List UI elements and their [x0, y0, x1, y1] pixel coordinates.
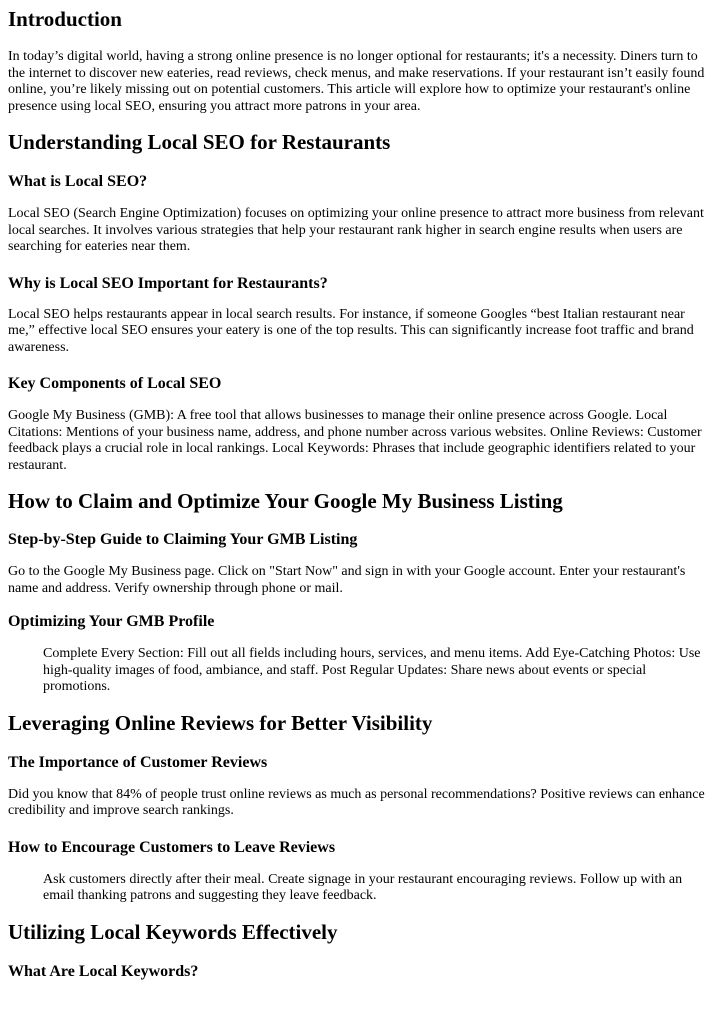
paragraph-claim-gmb: Go to the Google My Business page. Click on "Start Now" and sign in with your Google account. Enter your restaurant's name and address. Verify ownership through phone or mail. [8, 564, 686, 596]
section-heading-local-seo: Understanding Local SEO for Restaurants [8, 130, 391, 154]
subheading-optimize-gmb: Optimizing Your GMB Profile [8, 613, 215, 630]
paragraph-what-is-local-seo: Local SEO (Search Engine Optimization) focuses on optimizing your online presence to attract more business from relevant local searches. It involves various strategies that help your restaurant rank higher in search engine results when users are searching for eateries near them. [8, 206, 704, 254]
subheading-encourage-reviews: How to Encourage Customers to Leave Reviews [8, 838, 336, 856]
paragraph-importance-reviews: Did you know that 84% of people trust online reviews as much as personal recommendations? Positive reviews can enhance credibility and improve search rankings. [8, 786, 705, 818]
subheading-claim-gmb: Step-by-Step Guide to Claiming Your GMB Listing [8, 531, 358, 548]
subheading-why-local-seo: Why is Local SEO Important for Restaurants? [8, 274, 328, 292]
subheading-what-is-local-seo: What is Local SEO? [8, 173, 148, 190]
section-heading-gmb: How to Claim and Optimize Your Google My Business Listing [8, 489, 563, 513]
subheading-what-are-local-keywords: What Are Local Keywords? [8, 962, 199, 980]
subheading-key-components: Key Components of Local SEO [8, 375, 222, 392]
intro-heading: Introduction [8, 7, 122, 31]
paragraph-key-components: Google My Business (GMB): A free tool that allows businesses to manage their online presence across Google. Local Citations: Mentions of your business name, address, and phone number across various websites. Online Reviews: Customer feedback plays a crucial role in local rankings. Local Keywords: Phrases that include geographic identifiers related to your restaurant. [8, 408, 702, 473]
paragraph-optimize-gmb: Complete Every Section: Fill out all fields including hours, services, and menu items. Add Eye-Catching Photos: Use high-quality images of food, ambiance, and staff. Post Regular Updates: Share news about events or special promotions. [43, 646, 701, 694]
section-heading-local-keywords: Utilizing Local Keywords Effectively [8, 919, 338, 944]
subheading-importance-reviews: The Importance of Customer Reviews [8, 753, 268, 771]
section-heading-reviews: Leveraging Online Reviews for Better Visibility [8, 710, 433, 735]
intro-paragraph: In today’s digital world, having a strong online presence is no longer optional for restaurants; it's a necessity. Diners turn to the internet to discover new eateries, read reviews, check menus, and make reservations. If your restaurant isn’t easily found online, you’re likely missing out on potential customers. This article will explore how to optimize your restaurant's online presence using local SEO, ensuring you attract more patrons in your area. [8, 49, 705, 114]
paragraph-encourage-reviews: Ask customers directly after their meal. Create signage in your restaurant encouraging reviews. Follow up with an email thanking patrons and suggesting they leave feedback. [43, 871, 683, 903]
paragraph-why-local-seo: Local SEO helps restaurants appear in local search results. For instance, if someone Googles “best Italian restaurant near me,” effective local SEO ensures your eatery is one of the top results. This can significantly increase foot traffic and brand awareness. [8, 306, 694, 355]
